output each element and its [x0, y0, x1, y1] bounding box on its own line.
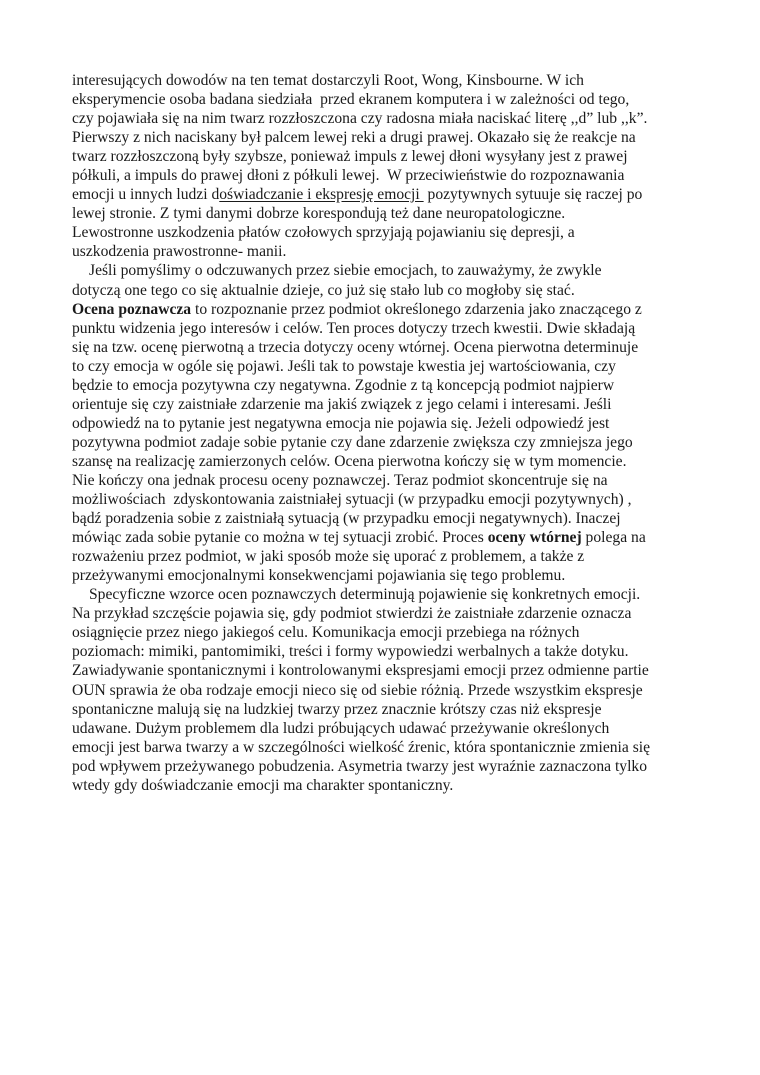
text-line: Zawiadywanie spontanicznymi i kontrolowanymi ekspresjami emocji przez odmienne partie — [72, 662, 649, 680]
text-line: orientuje się czy zaistniałe zdarzenie ma jakiś związek z jego celami i interesami. Jeśli — [72, 395, 612, 413]
bold-term-ocena-poznawcza: Ocena poznawcza — [72, 300, 192, 318]
text-line: rozważeniu przez podmiot, w jaki sposób może się uporać z problemem, a także z — [72, 548, 585, 566]
text-line: czy pojawiała się na nim twarz rozzłoszczona czy radosna miała naciskać literę ,,d” lub ,,k”. — [72, 110, 648, 128]
text-line: uszkodzenia prawostronne- manii. — [72, 243, 287, 261]
text-line: szansę na realizację zamierzonych celów. Ocena pierwotna kończy się w tym momencie. — [72, 452, 627, 470]
text-line: pozytywna podmiot zadaje sobie pytanie czy dane zdarzenie zwiększa czy zmniejsza jego — [72, 433, 633, 451]
text-segment: emocji u innych ludzi d — [72, 186, 220, 204]
text-line: dotyczą one tego co się aktualnie dzieje, co już się stało lub co mogłoby się stać. — [72, 281, 575, 299]
text-line: będzie to emocja pozytywna czy negatywna. Zgodnie z tą koncepcją podmiot najpierw — [72, 376, 615, 394]
text-line: bądź poradzenia sobie z zaistniałą sytuacją (w przypadku emocji negatywnych). Inaczej — [72, 510, 621, 528]
text-line: spontaniczne malują się na ludzkiej twarzy przez znacznie krótszy czas niż ekspresje — [72, 700, 602, 718]
text-line: twarz rozzłoszczoną były szybsze, ponieważ impuls z lewej dłoni wysyłany jest z prawej — [72, 148, 628, 166]
text-line: odpowiedź na to pytanie jest negatywna emocja nie pojawia się. Jeżeli odpowiedź jest — [72, 414, 610, 432]
bold-term-oceny-wtornej: oceny wtórnej — [487, 529, 582, 547]
text-line: półkuli, a impuls do prawej dłoni z półkuli lewej. W przeciwieństwie do rozpoznawania — [72, 167, 625, 185]
text-line: pod wpływem przeżywanego pobudzenia. Asymetria twarzy jest wyraźnie zaznaczona tylko — [72, 757, 648, 775]
text-line: Nie kończy ona jednak procesu oceny poznawczej. Teraz podmiot skoncentruje się na — [72, 471, 608, 489]
text-segment: polega na — [581, 529, 646, 547]
text-line: się na tzw. ocenę pierwotną a trzecia dotyczy oceny wtórnej. Ocena pierwotna determinuje — [72, 338, 639, 356]
text-segment: mówiąc zada sobie pytanie co można w tej sytuacji zrobić. Proces — [72, 529, 488, 547]
text-line: Pierwszy z nich naciskany był palcem lewej reki a drugi prawej. Okazało się że reakcje na — [72, 129, 636, 147]
text-line: interesujących dowodów na ten temat dostarczyli Root, Wong, Kinsbourne. W ich — [72, 72, 584, 89]
text-line — [72, 528, 692, 547]
underlined-phrase: oświadczanie i ekspresję emocji — [219, 186, 424, 204]
text-line: udawane. Dużym problemem dla ludzi próbujących udawać przeżywanie określonych — [72, 719, 610, 737]
text-line: to czy emocja w ogóle się pojawi. Jeśli tak to powstaje kwestia jej wartościowania, czy — [72, 357, 616, 375]
text-line: Na przykład szczęście pojawia się, gdy podmiot stwierdzi że zaistniałe zdarzenie oznacza — [72, 605, 632, 623]
text-line: przeżywanymi emocjonalnymi konsekwencjami pojawiania się tego problemu. — [72, 567, 566, 585]
text-line — [72, 300, 692, 319]
text-line: osiągnięcie przez niego jakiegoś celu. Komunikacja emocji przebiega na różnych — [72, 624, 580, 642]
text-line: Lewostronne uszkodzenia płatów czołowych sprzyjają pojawianiu się depresji, a — [72, 224, 575, 242]
text-line — [72, 185, 692, 204]
text-line: emocji jest barwa twarzy a w szczególności wielkość źrenic, która spontanicznie zmienia się — [72, 738, 651, 756]
text-line: wtedy gdy doświadczanie emocji ma charakter spontaniczny. — [72, 776, 454, 794]
text-line: lewej stronie. Z tymi danymi dobrze korespondują też dane neuropatologiczne. — [72, 205, 566, 223]
text-line: OUN sprawia że oba rodzaje emocji nieco się od siebie różnią. Przede wszystkim ekspresje — [72, 681, 643, 699]
text-line: eksperymencie osoba badana siedziała przed ekranem komputera i w zależności od tego, — [72, 91, 630, 109]
text-line: punktu widzenia jego interesów i celów. Ten proces dotyczy trzech kwestii. Dwie składają — [72, 319, 636, 337]
text-line: poziomach: mimiki, pantomimiki, treści i formy wypowiedzi werbalnych a także dotyku. — [72, 643, 629, 661]
text-segment: to rozpoznanie przez podmiot określonego zdarzenia jako znaczącego z — [191, 300, 642, 318]
text-line: możliwościach zdyskontowania zaistniałej sytuacji (w przypadku emocji pozytywnych) , — [72, 491, 632, 509]
paragraph-first-line: Specyficzne wzorce ocen poznawczych determinują pojawienie się konkretnych emocji. — [89, 586, 641, 604]
paragraph-first-line: Jeśli pomyślimy o odczuwanych przez siebie emocjach, to zauważymy, że zwykle — [89, 262, 602, 280]
text-segment: pozytywnych sytuuje się raczej po — [423, 186, 643, 204]
document-body — [72, 71, 692, 795]
